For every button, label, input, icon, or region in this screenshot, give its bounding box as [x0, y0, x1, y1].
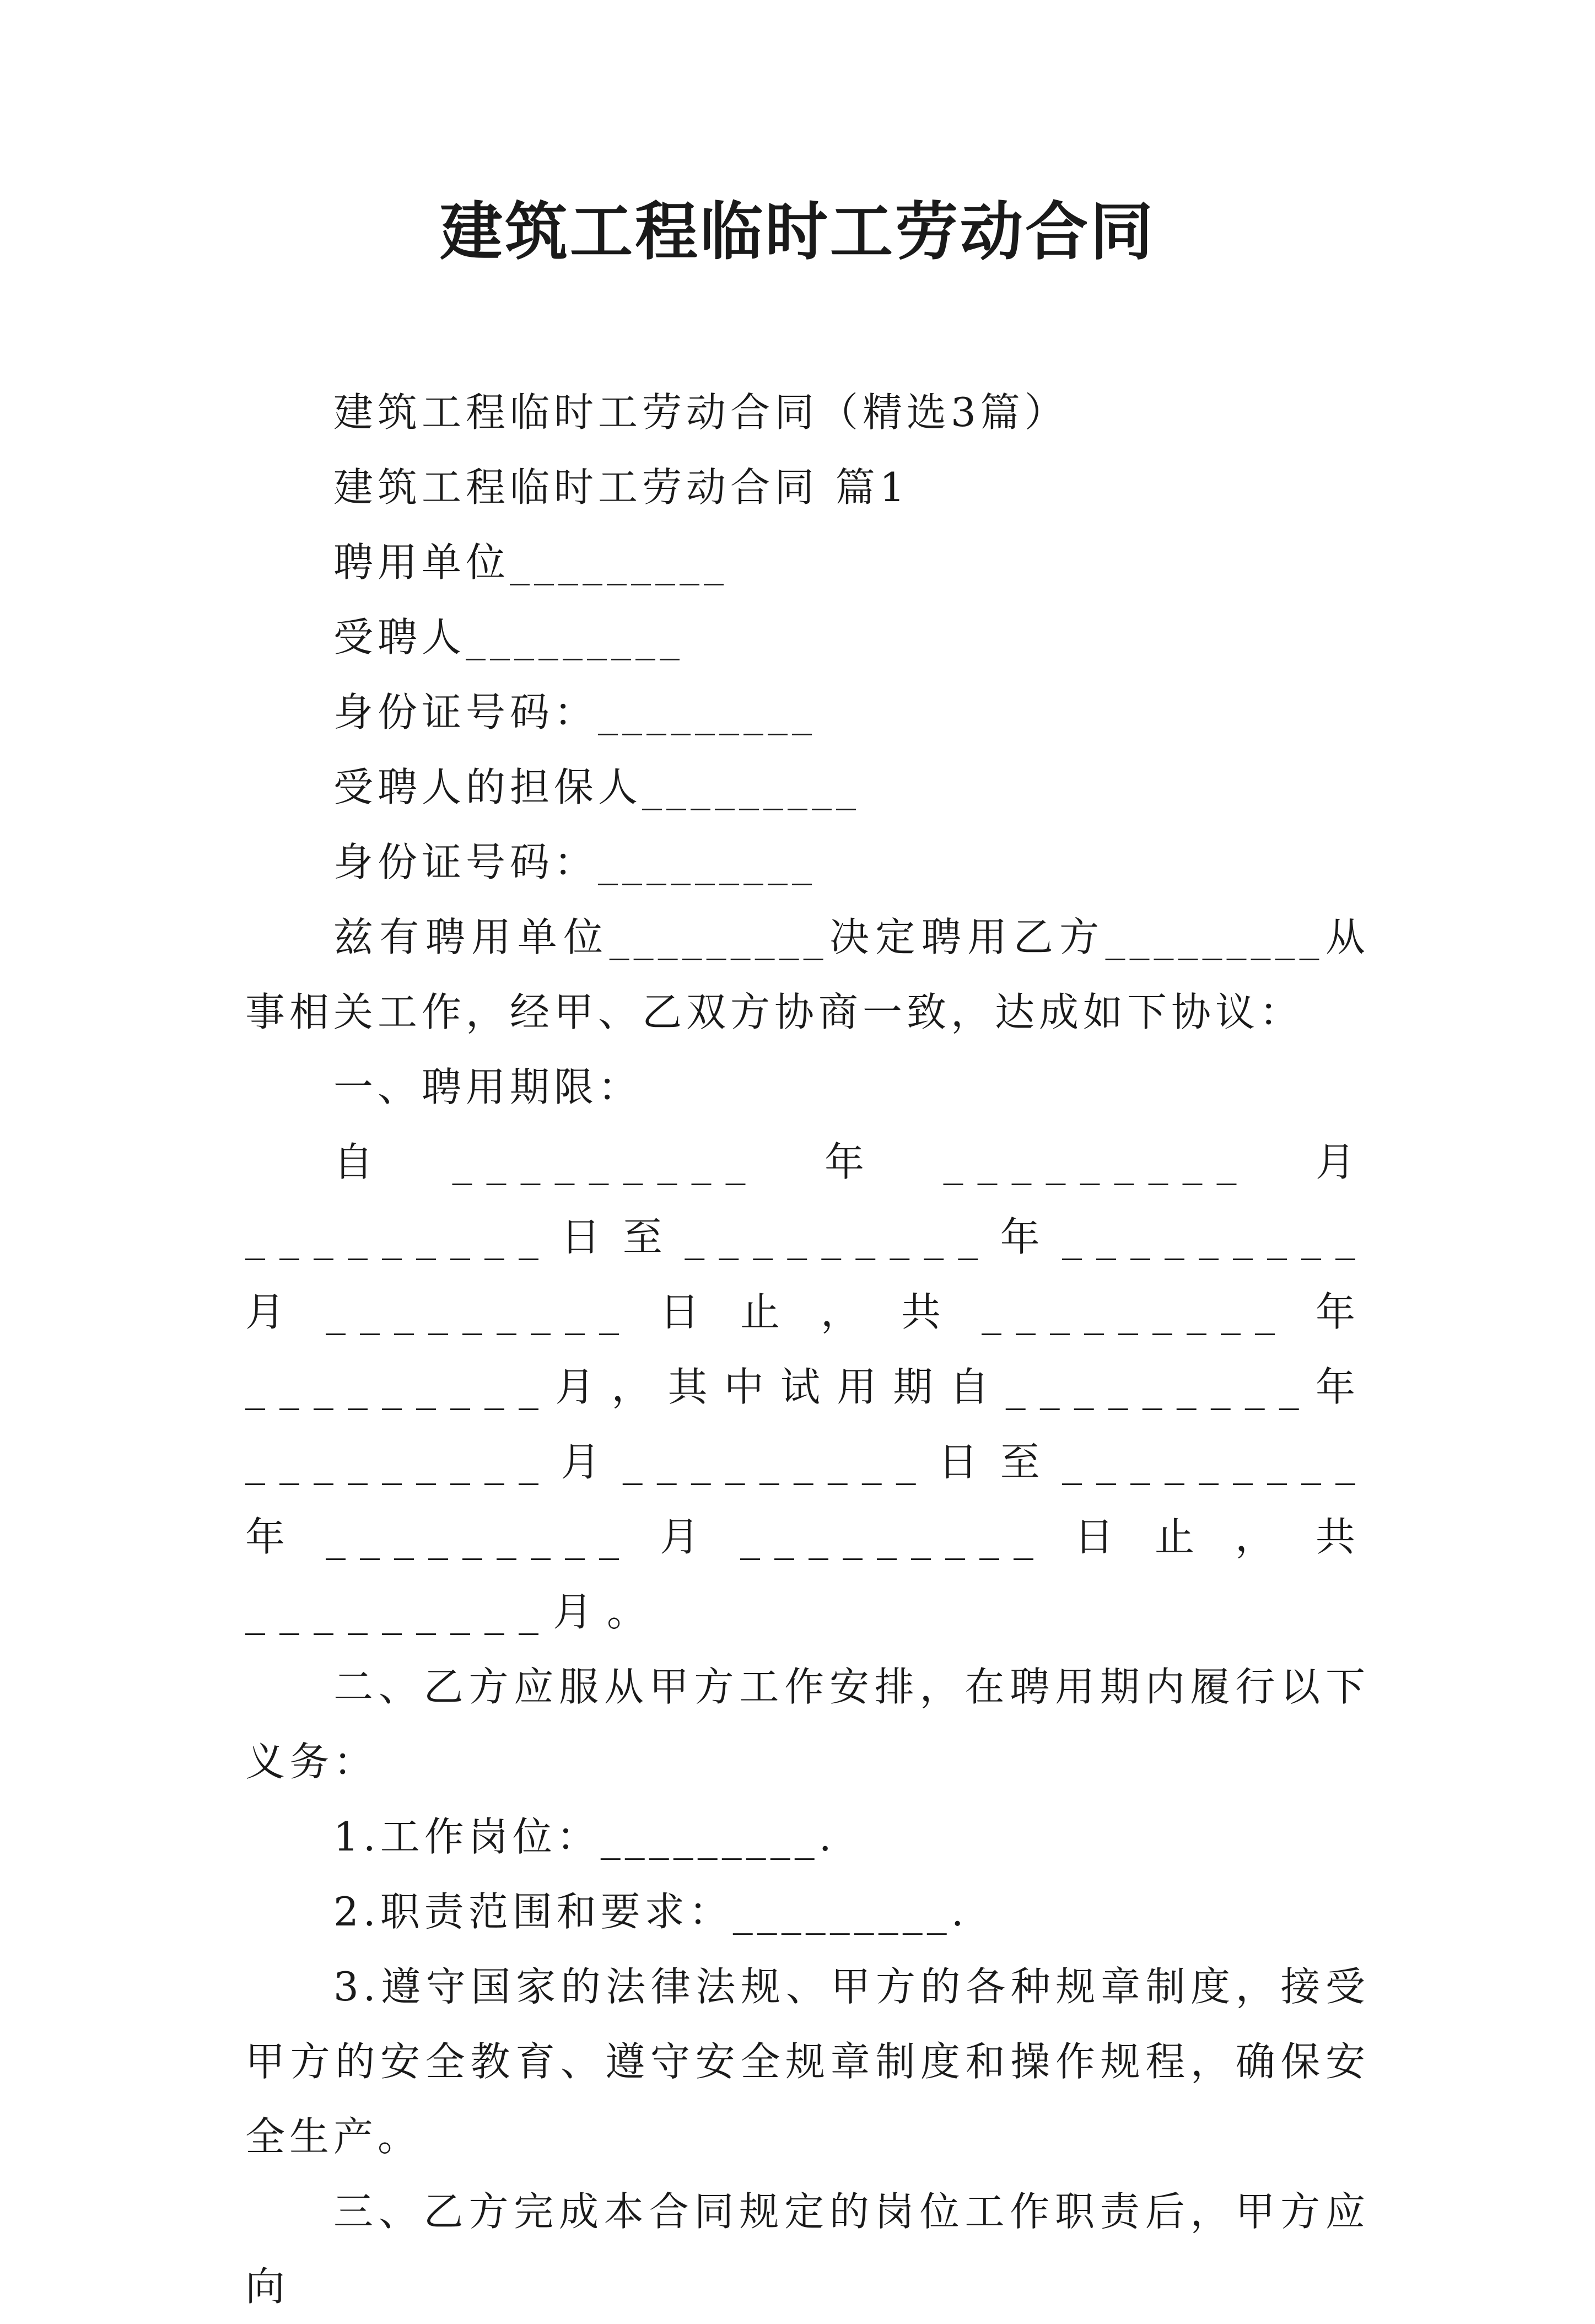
paragraph-job-position: 1.工作岗位：_________. — [333, 1814, 836, 1860]
paragraph-clause-3: 三、乙方完成本合同规定的岗位工作职责后，甲方应向 — [245, 2188, 1370, 2310]
paragraph-job-scope: 2.职责范围和要求：_________. — [333, 1889, 968, 1935]
paragraph-clause-1-heading: 一、聘用期限： — [333, 1064, 643, 1110]
paragraph-subtitle: 建筑工程临时工劳动合同（精选3篇） — [333, 389, 1069, 435]
paragraph-compliance: 3.遵守国家的法律法规、甲方的各种规章制度，接受甲方的安全教育、遵守安全规章制度和操作规程，确保安全生产。 — [245, 1963, 1370, 2160]
paragraph-term-dates: 自_________年_________月_________日至_________年_________月_________日止，共_________年_________月，其中试用期自_________年_________月_________日至_________年_________月_________日止，共_________月。 — [245, 1139, 1370, 1635]
paragraph-employer: 聘用单位_________ — [333, 539, 729, 585]
document-body — [245, 375, 1370, 2324]
paragraph-guarantor: 受聘人的担保人_________ — [333, 764, 861, 810]
paragraph-employee: 受聘人_________ — [333, 614, 685, 660]
paragraph-guarantor-id: 身份证号码：_________ — [333, 839, 817, 885]
paragraph-clause-2: 二、乙方应服从甲方工作安排，在聘用期内履行以下义务： — [245, 1664, 1370, 1785]
paragraph-employee-id: 身份证号码：_________ — [333, 689, 817, 735]
paragraph-intro: 兹有聘用单位_________决定聘用乙方_________从事相关工作，经甲、乙双方协商一致，达成如下协议： — [245, 914, 1370, 1035]
paragraph-section-heading: 建筑工程临时工劳动合同 篇1 — [333, 464, 909, 510]
document-title: 建筑工程临时工劳动合同 — [439, 195, 1155, 268]
